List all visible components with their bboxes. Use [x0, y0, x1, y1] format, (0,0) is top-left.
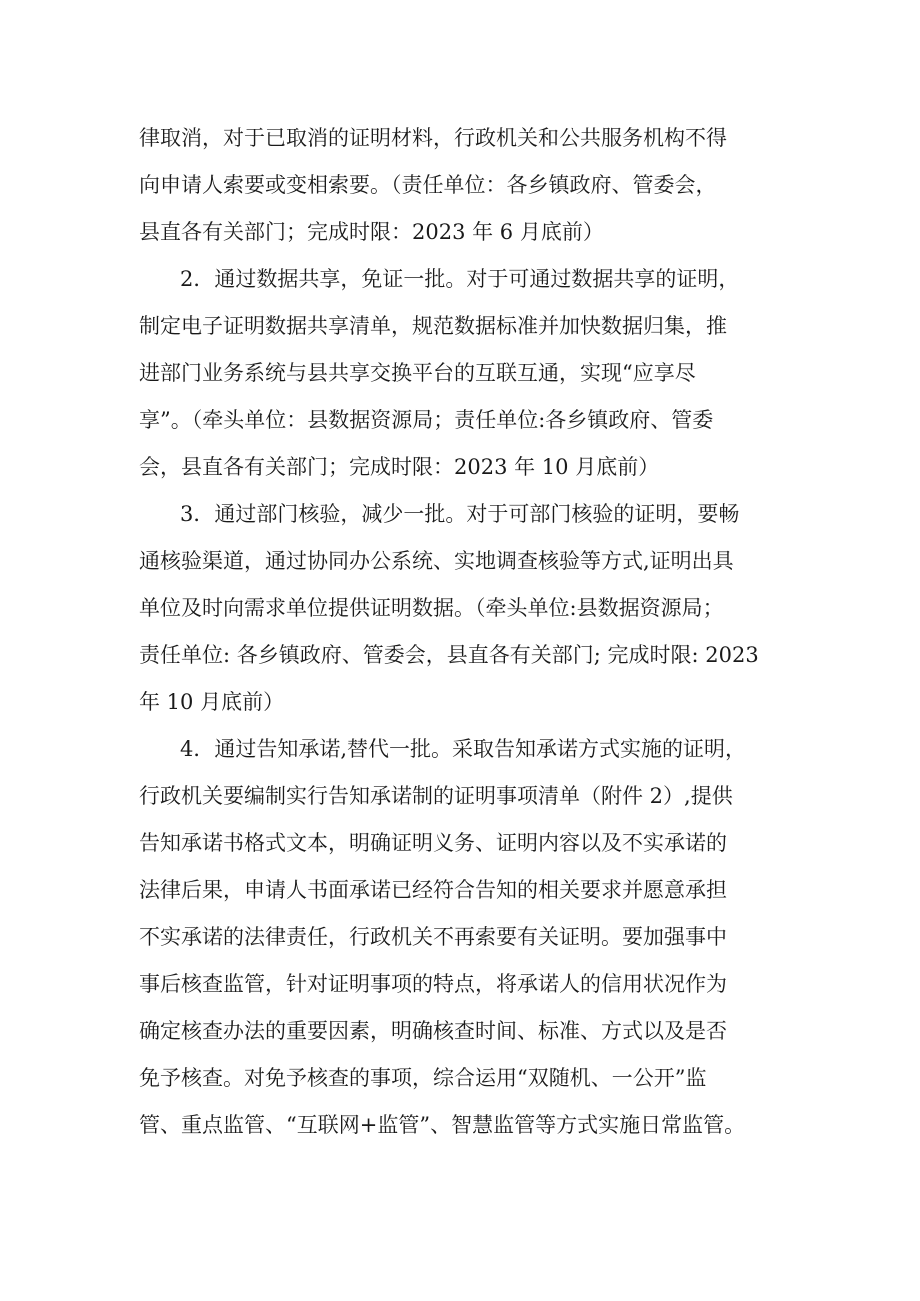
text-line: 单位及时向需求单位提供证明数据。（牵头单位:县数据资源局；: [139, 596, 724, 620]
text-line: 免予核查。对免予核查的事项，综合运用“双随机、一公开”监: [139, 1066, 707, 1090]
text-line: 不实承诺的法律责任，行政机关不再索要有关证明。要加强事中: [139, 925, 727, 949]
paragraph-4-start: 4．通过告知承诺,替代一批。采取告知承诺方式实施的证明，: [180, 737, 747, 761]
text-line: 律取消，对于已取消的证明材料，行政机关和公共服务机构不得: [139, 126, 727, 150]
text-line: 责任单位: 各乡镇政府、管委会，县直各有关部门; 完成时限: 2023: [139, 643, 759, 667]
text-line: 向申请人索要或变相索要。（责任单位：各乡镇政府、管委会，: [139, 173, 717, 197]
text-line: 进部门业务系统与县共享交换平台的互联互通，实现“应享尽: [139, 361, 696, 385]
text-line: 确定核查办法的重要因素，明确核查时间、标准、方式以及是否: [139, 1019, 727, 1043]
text-line: 制定电子证明数据共享清单，规范数据标准并加快数据归集，推: [139, 314, 727, 338]
text-line: 县直各有关部门；完成时限：2023 年 6 月底前）: [139, 220, 604, 244]
text-line: 会，县直各有关部门；完成时限：2023 年 10 月底前）: [139, 455, 660, 479]
text-line: 行政机关要编制实行告知承诺制的证明事项清单（附件 2）,提供: [139, 784, 733, 808]
text-line: 事后核查监管，针对证明事项的特点，将承诺人的信用状况作为: [139, 972, 727, 996]
paragraph-2-start: 2．通过数据共享，免证一批。对于可通过数据共享的证明，: [180, 267, 740, 291]
text-line: 法律后果，申请人书面承诺已经符合告知的相关要求并愿意承担: [139, 878, 727, 902]
text-line: 通核验渠道，通过协同办公系统、实地调查核验等方式,证明出具: [139, 549, 734, 573]
text-line: 年 10 月底前）: [139, 690, 285, 714]
text-line: 管、重点监管、“互联网+监管”、智慧监管等方式实施日常监管。: [139, 1113, 746, 1137]
text-line: 享”。（牵头单位：县数据资源局；责任单位:各乡镇政府、管委: [139, 408, 714, 432]
paragraph-3-start: 3．通过部门核验，减少一批。对于可部门核验的证明，要畅: [180, 502, 740, 526]
text-line: 告知承诺书格式文本，明确证明义务、证明内容以及不实承诺的: [139, 831, 727, 855]
